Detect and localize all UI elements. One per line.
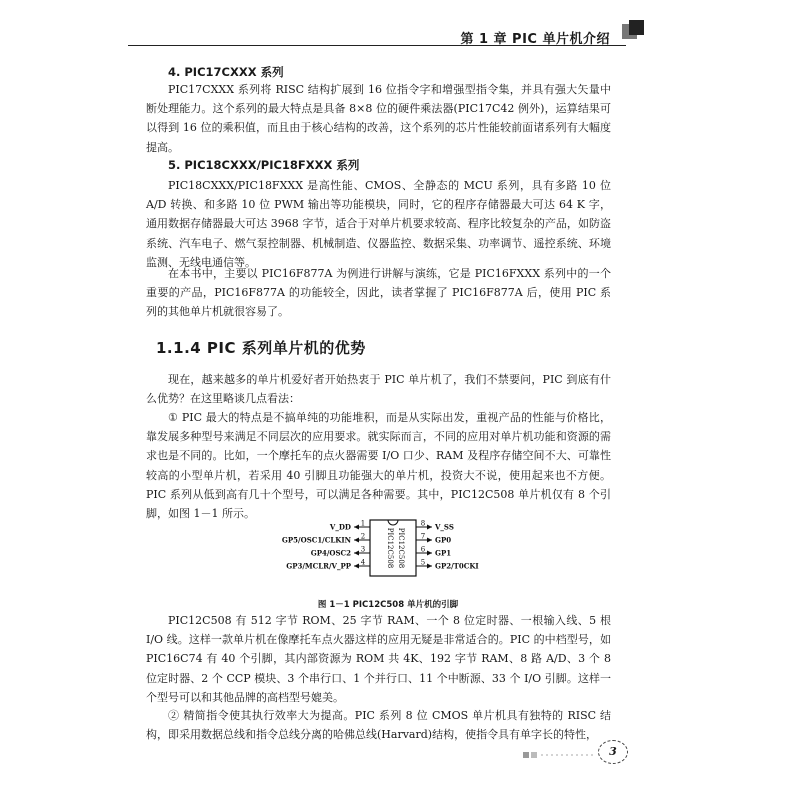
paragraph-pic18: PIC18CXXX/PIC18FXXX 是高性能、CMOS、全静态的 MCU 系列，具有多路 10 位 A/D 转换、和多路 10 位 PWM 输出等功能模块，同时，它的程序存储器最大可达 64 K 字，通用数据存储器最大可达 3968 字节，适合于对单片机要求较高、程序比较复杂的产品，如防盗系统、汽车电子、燃气泵控制器、机械制造、仪器监控、数据采集、功率调节、遥控系统、环境监测、无线电通信等。 bbox=[146, 179, 611, 269]
paragraph-pic17: PIC17CXXX 系列将 RISC 结构扩展到 16 位指令字和增强型指令集，并具有强大矢量中断处理能力。这个系列的最大特点是具备 8×8 位的硬件乘法器(PIC17C42 例外)，运算结果可以得到 16 位的乘积值，而且由于核心结构的改善，这个系列的芯片性能较前面诸系列有大幅度提高。 bbox=[146, 83, 611, 154]
header-rule bbox=[128, 45, 626, 46]
pin-number: 6 bbox=[420, 545, 426, 554]
pin-number: 8 bbox=[420, 519, 426, 528]
left-pin-4 bbox=[286, 559, 370, 571]
paragraph-pic16f877a: 在本书中，主要以 PIC16F877A 为例进行讲解与演练，它是 PIC16FXXX 系列中的一个重要的产品，PIC16F877A 的功能较全，因此，读者掌握了 PIC16F877A 后，使用 PIC 系列的其他单片机就很容易了。 bbox=[146, 267, 611, 319]
left-pin-2 bbox=[282, 533, 370, 545]
book-page bbox=[128, 0, 648, 800]
pin-label: V_DD bbox=[329, 522, 351, 532]
section-heading-pic18: 5. PIC18CXXX/PIC18FXXX 系列 bbox=[168, 158, 360, 172]
pin-label: GP5/OSC1/CLKIN bbox=[281, 535, 351, 545]
pin-number: 1 bbox=[360, 519, 366, 528]
left-pins bbox=[282, 520, 370, 571]
pin-number: 5 bbox=[420, 558, 426, 567]
pin-label: GP2/T0CKI bbox=[435, 561, 479, 571]
right-pin-7 bbox=[416, 533, 451, 545]
right-pin-6 bbox=[416, 546, 451, 558]
pin-label: V_SS bbox=[435, 522, 454, 532]
header-decoration-icon bbox=[622, 20, 646, 44]
section-heading-pic17: 4. PIC17CXXX 系列 bbox=[168, 65, 284, 79]
pin-number: 7 bbox=[420, 532, 426, 541]
pin-number: 4 bbox=[360, 558, 366, 567]
paragraph-intro: 现在，越来越多的单片机爱好者开始热衷于 PIC 单片机了，我们不禁要问，PIC 到底有什么优势？在这里略谈几点看法： bbox=[146, 373, 611, 406]
right-pin-5 bbox=[416, 559, 479, 571]
chip-name-2: PIC12C508 bbox=[397, 527, 405, 569]
chip-name-1: PIC12C508 bbox=[386, 527, 394, 569]
paragraph-pic12c508: PIC12C508 有 512 字节 ROM、25 字节 RAM、一个 8 位定时器、一根输入线、5 根 I/O 线。这样一款单片机在像摩托车点火器这样的应用无疑是非常适合的。PIC 的中档型号，如 PIC16C74 有 40 个引脚，其内部资源为 ROM 共 4K、192 字节 RAM、8 路 A/D、3 个 8 位定时器、2 个 CCP 模块、3 个串行口、1 个并行口、11 个中断源、33 个 I/O 引脚。这样一个型号可以和其他品牌的高档型号媲美。 bbox=[146, 614, 611, 704]
paragraph-point-1: ① PIC 最大的特点是不搞单纯的功能堆积，而是从实际出发，重视产品的性能与价格比，靠发展多种型号来满足不同层次的应用要求。就实际而言，不同的应用对单片机功能和资源的需求也是不同的。比如，一个摩托车的点火器需要 I/O 口少、RAM 及程序存储空间不大、可靠性较高的小型单片机，若采用 40 引脚且功能强大的单片机，投资大不说，使用起来也不方便。PIC 系列从低到高有几十个型号，可以满足各种需要。其中，PIC12C508 单片机仅有 8 个引脚，如图 1－1 所示。 bbox=[146, 411, 611, 521]
left-pin-3 bbox=[311, 546, 370, 558]
pin-label: GP1 bbox=[435, 548, 452, 558]
pin-diagram bbox=[258, 518, 508, 580]
pin-number: 2 bbox=[360, 532, 366, 541]
pin-label: GP4/OSC2 bbox=[310, 548, 351, 558]
right-pin-8 bbox=[416, 520, 454, 532]
figure-caption: 图 1－1 PIC12C508 单片机的引脚 bbox=[317, 600, 459, 610]
pin-label: GP3/MCLR/V_PP bbox=[286, 561, 351, 571]
right-pins bbox=[416, 520, 479, 571]
pin-number: 3 bbox=[360, 545, 366, 554]
pin-label: GP0 bbox=[435, 535, 452, 545]
section-heading-114: 1.1.4 PIC 系列单片机的优势 bbox=[156, 339, 366, 357]
page-number: 3 bbox=[598, 740, 628, 764]
paragraph-point-2: ② 精简指令使其执行效率大为提高。PIC 系列 8 位 CMOS 单片机具有独特的 RISC 结构，即采用数据总线和指令总线分离的哈佛总线(Harvard)结构，使指令具有单字长的特性， bbox=[146, 709, 611, 742]
left-pin-1 bbox=[329, 520, 370, 532]
chapter-title: 第 1 章 PIC 单片机介绍 bbox=[460, 32, 610, 47]
running-header bbox=[128, 28, 648, 46]
